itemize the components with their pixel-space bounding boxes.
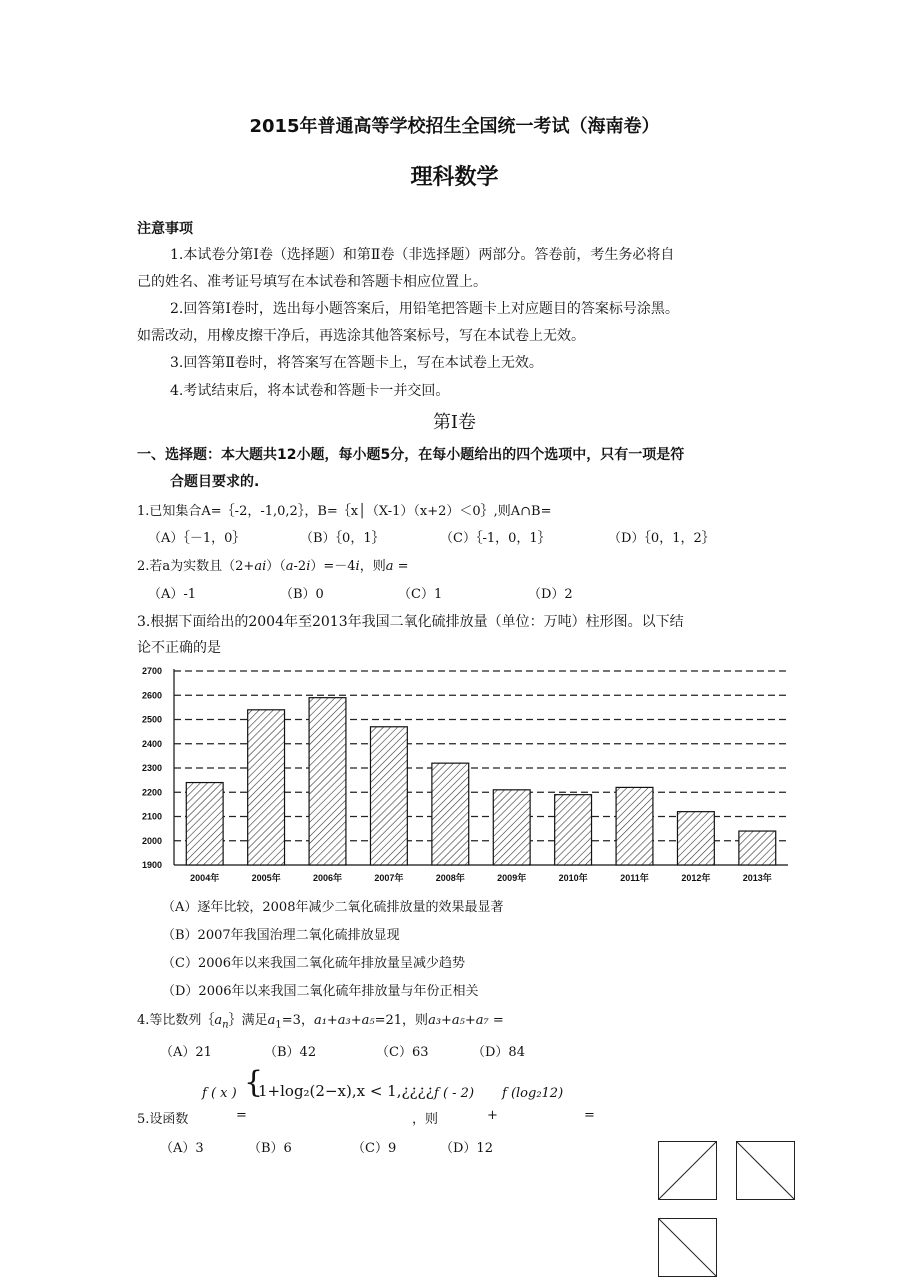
q5-f-minus-2: f ( - 2)	[434, 1086, 475, 1101]
chart-xtick-label: 2005年	[251, 873, 281, 883]
chart-xtick-label: 2008年	[435, 873, 465, 883]
q2-option-a: （A）-1	[148, 587, 197, 602]
q5-option-a: （A）3	[160, 1141, 204, 1156]
q3-option-d: （D）2006年以来我国二氧化硫年排放量与年份正相关	[162, 984, 479, 999]
q5-f-log: f (log₂12)	[502, 1086, 564, 1101]
chart-xtick-label: 2004年	[190, 873, 220, 883]
q5-piecewise-formula: 1+log₂(2−x),x < 1,¿¿¿¿	[258, 1082, 434, 1100]
q5-equals-2: =	[584, 1108, 595, 1123]
chart-xtick-label: 2010年	[558, 873, 588, 883]
notice-item-4: 4.考试结束后，将本试卷和答题卡一并交回。	[170, 383, 450, 399]
q5-piecewise-brace: {	[244, 1065, 264, 1100]
chart-ytick-label: 1900	[142, 860, 163, 870]
chart-bar	[616, 787, 653, 865]
chart-ytick-label: 2400	[142, 738, 163, 749]
q5-option-d: （D）12	[440, 1141, 493, 1156]
part1-heading-line-1: 一、选择题：本大题共12小题，每小题5分，在每小题给出的四个选项中，只有一项是符	[137, 447, 685, 463]
q1-option-a: （A）｛－1，0｝	[148, 531, 246, 546]
notice-item-1-line-2: 己的姓名、准考证号填写在本试卷和答题卡相应位置上。	[137, 274, 487, 290]
q1-stem: 1.已知集合A=｛-2，-1,0,2｝，B=｛x│（X-1）（x+2）＜0｝,则A∩B=	[137, 504, 552, 519]
q4-option-b: （B）42	[264, 1045, 317, 1060]
q4-stem: 4.等比数列$\{a_n\}$满足$a_1=3$，a₁+a₃+a₅=21，则a₃+a₅+a₇ =	[137, 1013, 504, 1031]
q3-stem-line-1: 3.根据下面给出的2004年至2013年我国二氧化硫排放量（单位：万吨）柱形图。以下结	[137, 614, 684, 630]
q5-option-c: （C）9	[352, 1141, 397, 1156]
notice-heading: 注意事项	[137, 221, 193, 237]
chart-ytick-label: 2000	[142, 835, 163, 846]
section-title: 第Ⅰ卷	[432, 412, 477, 433]
notice-item-3: 3.回答第Ⅱ卷时，将答案写在答题卡上，写在本试卷上无效。	[170, 355, 543, 371]
q2-option-b: （B）0	[280, 587, 324, 602]
q5-plus: +	[487, 1108, 498, 1123]
chart-ytick-label: 2500	[142, 714, 163, 725]
chart-bar	[370, 727, 407, 865]
exam-title: 2015年普通高等学校招生全国统一考试（海南卷）	[249, 116, 660, 137]
so2-bar-chart	[130, 662, 792, 888]
notice-item-2-line-1: 2.回答第Ⅰ卷时，选出每小题答案后，用铅笔把答题卡上对应题目的答案标号涂黑。	[170, 301, 679, 317]
chart-xtick-label: 2006年	[312, 873, 343, 883]
chart-bar	[493, 790, 530, 865]
chart-ytick-label: 2100	[142, 811, 163, 822]
q1-option-d: （D）｛0，1，2｝	[608, 531, 715, 546]
chart-ytick-label: 2600	[142, 690, 163, 701]
notice-item-1-line-1: 1.本试卷分第Ⅰ卷（选择题）和第Ⅱ卷（非选择题）两部分。答卷前，考生务必将自	[170, 247, 675, 263]
figure-square-1	[658, 1141, 717, 1200]
q1-option-b: （B）｛0，1｝	[300, 531, 385, 546]
q5-then: ，则	[412, 1112, 439, 1127]
chart-ytick-label: 2300	[142, 763, 163, 773]
chart-bar	[555, 795, 592, 865]
chart-ytick-label: 2200	[142, 787, 163, 798]
q2-option-d: （D）2	[528, 587, 573, 602]
chart-xtick-label: 2011年	[620, 873, 649, 883]
notice-item-2-line-2: 如需改动，用橡皮擦干净后，再选涂其他答案标号，写在本试卷上无效。	[137, 328, 585, 344]
part1-heading-line-2: 合题目要求的.	[170, 474, 260, 490]
chart-xtick-label: 2009年	[497, 873, 527, 883]
chart-bar	[432, 763, 469, 865]
chart-xtick-label: 2007年	[374, 873, 404, 883]
q3-option-b: （B）2007年我国治理二氧化硫排放显现	[162, 928, 400, 943]
figure-square-3	[658, 1218, 717, 1277]
figure-square-2	[736, 1141, 795, 1200]
q3-option-c: （C）2006年以来我国二氧化硫年排放量呈减少趋势	[162, 956, 466, 971]
q4-option-c: （C）63	[376, 1045, 429, 1060]
q2-option-c: （C）1	[398, 587, 443, 602]
q5-stem: 5.设函数	[137, 1112, 189, 1127]
chart-xtick-label: 2013年	[742, 873, 772, 883]
q5-fx: f ( x )	[202, 1086, 237, 1101]
q5-equals: =	[236, 1108, 247, 1123]
q4-option-d: （D）84	[472, 1045, 525, 1060]
q4-option-a: （A）21	[160, 1045, 212, 1060]
q1-option-c: （C）｛-1，0，1｝	[440, 531, 551, 546]
q2-stem: 2.若a为实数且（2+ai）（a-2i）=－4i，则a =	[137, 559, 409, 574]
q3-option-a: （A）逐年比较，2008年减少二氧化硫排放量的效果最显著	[162, 900, 504, 915]
chart-ytick-label: 2700	[142, 666, 163, 676]
chart-bar	[248, 710, 285, 865]
exam-subtitle: 理科数学	[410, 165, 499, 190]
q5-option-b: （B）6	[248, 1141, 292, 1156]
chart-bar	[309, 698, 346, 865]
chart-bar	[677, 812, 714, 865]
chart-bar	[739, 831, 776, 865]
chart-bar	[186, 783, 223, 865]
chart-xtick-label: 2012年	[681, 873, 711, 883]
q3-stem-line-2: 论不正确的是	[137, 640, 221, 656]
